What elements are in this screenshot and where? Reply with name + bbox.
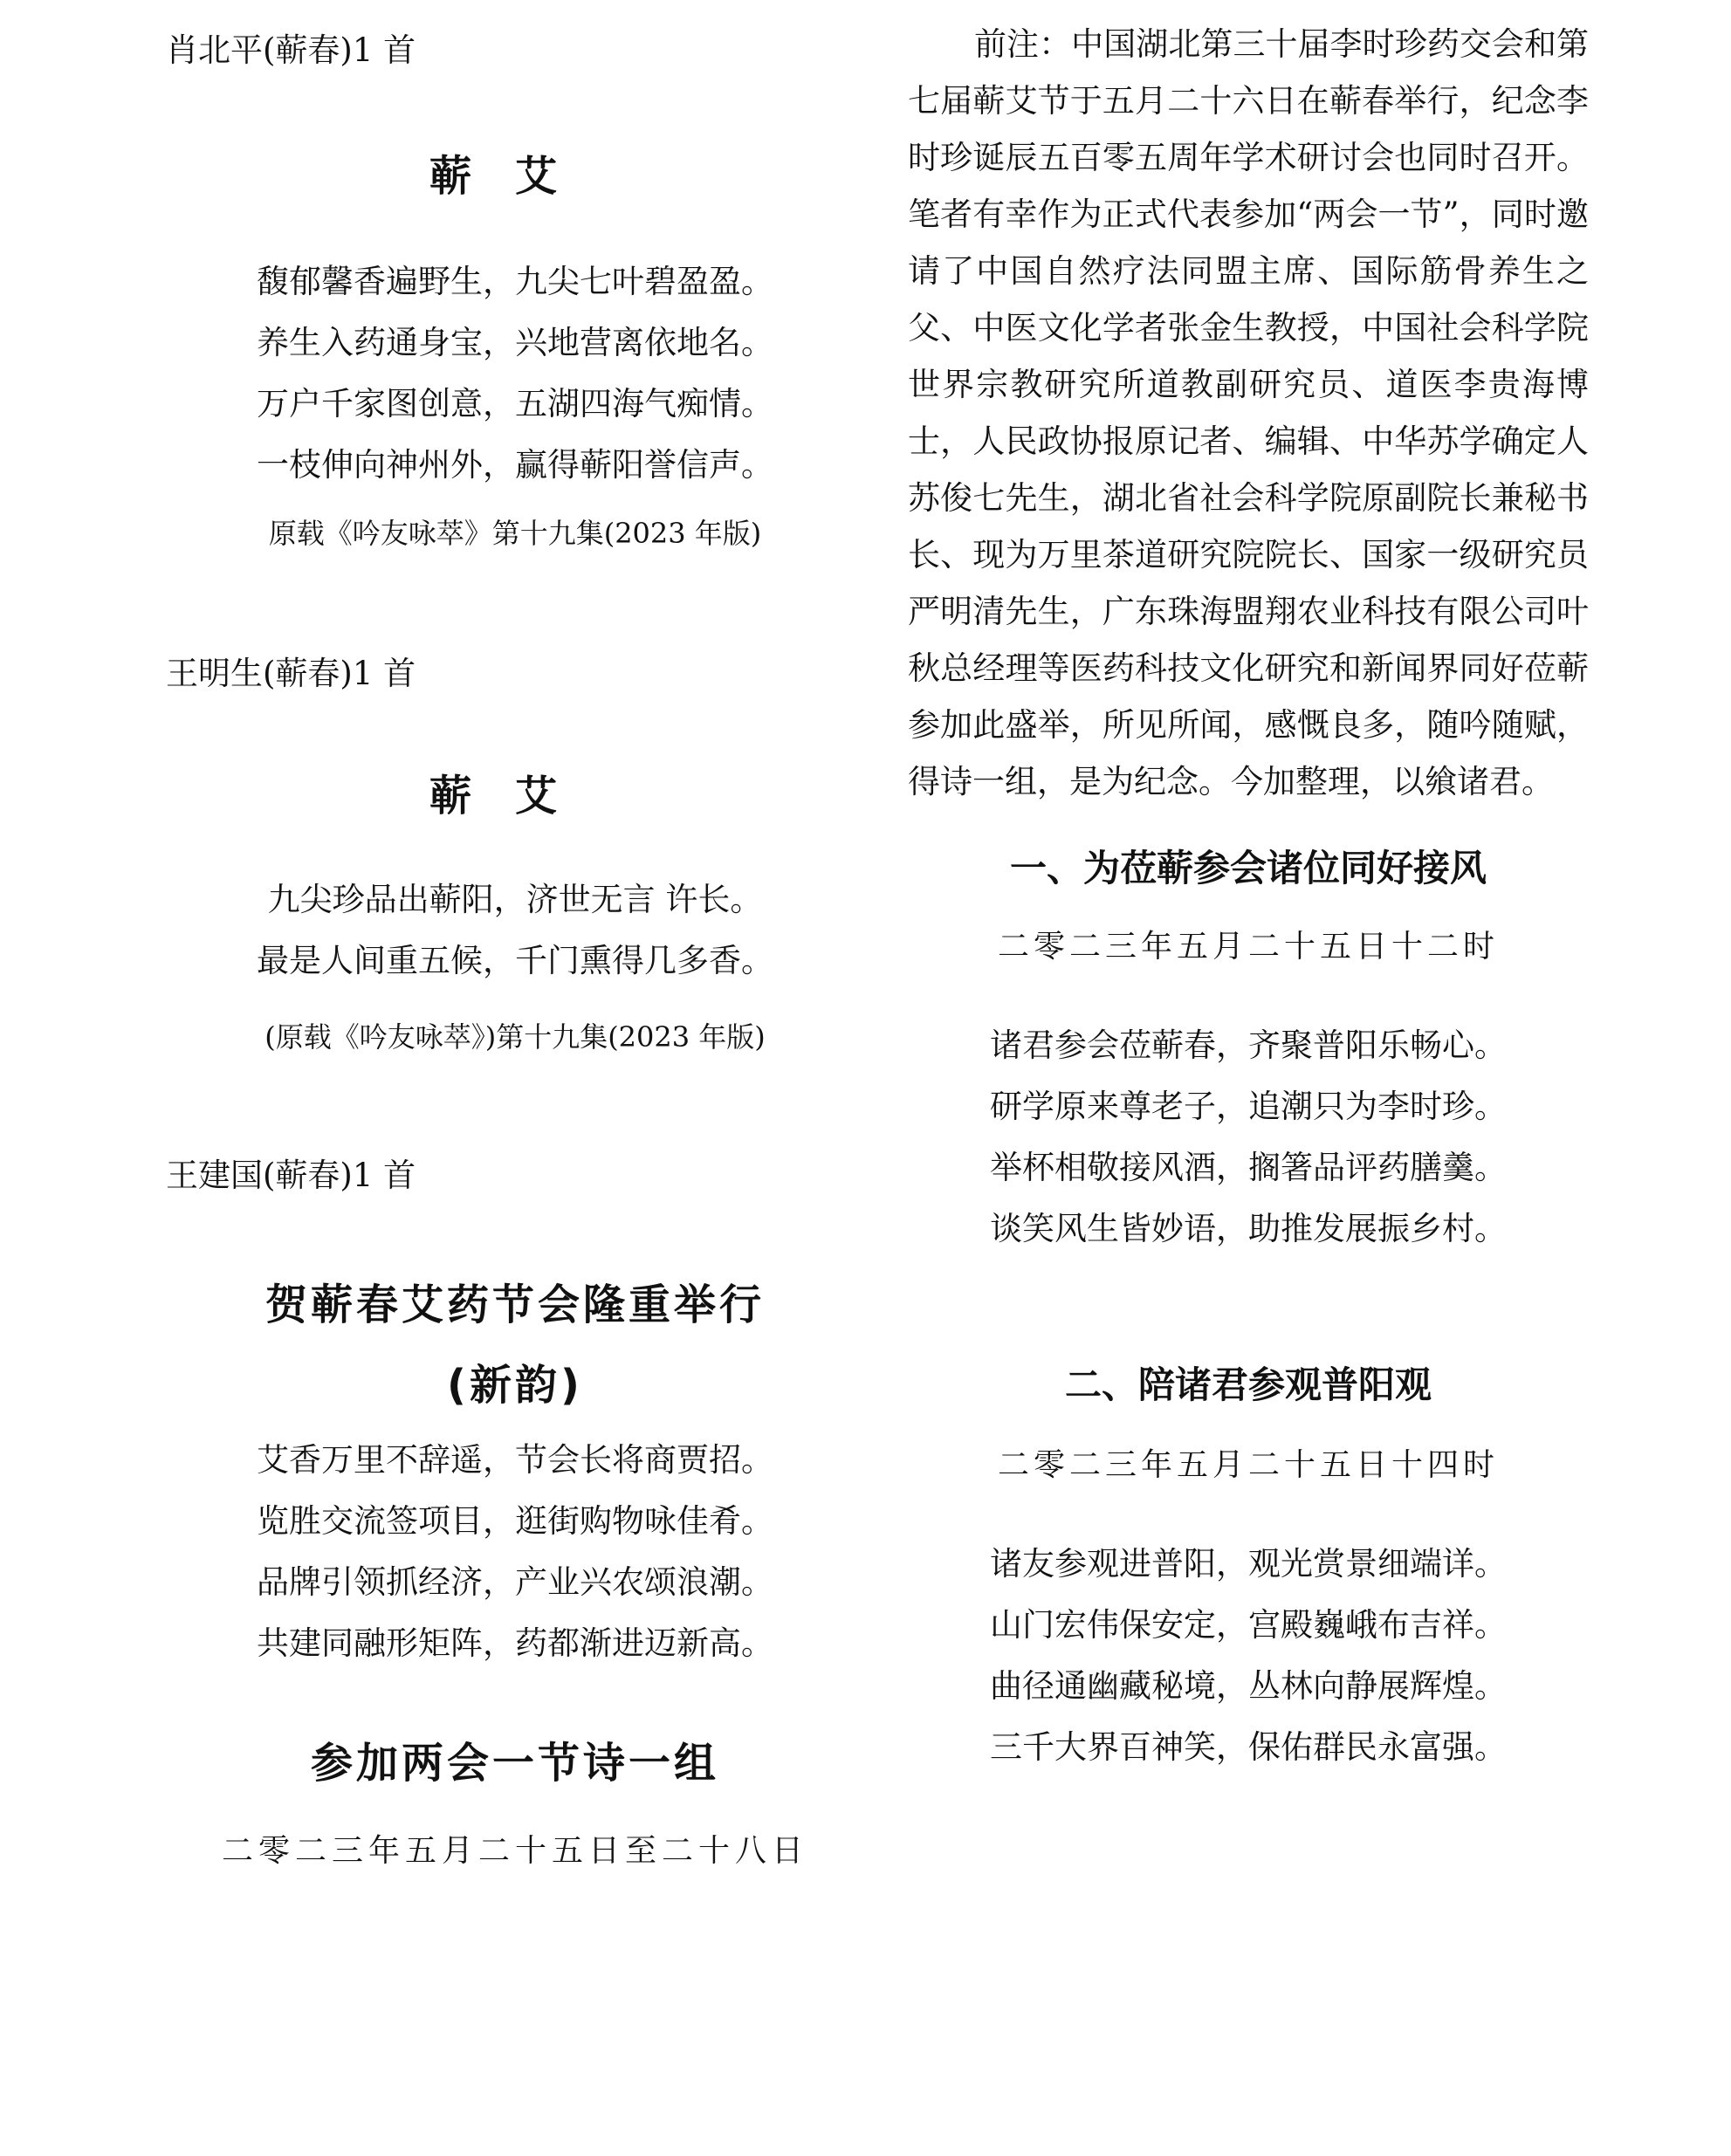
poem-line: 共建同融形矩阵，药都渐进迈新高。 — [257, 1624, 773, 1662]
poem-line: 山门宏伟保安定，宫殿巍峨布吉祥。 — [990, 1606, 1507, 1644]
poem-line: 研学原来尊老子，追潮只为李时珍。 — [990, 1088, 1507, 1125]
poem-line: 品牌引领抓经济，产业兴农颂浪潮。 — [257, 1563, 773, 1601]
section-date: 二零二三年五月二十五日十二时 — [997, 929, 1499, 965]
group-date: 二零二三年五月二十五日至二十八日 — [221, 1833, 808, 1869]
poem-line: 三千大界百神笑，保佑群民永富强。 — [990, 1728, 1507, 1766]
poem-subtitle: (新韵) — [447, 1361, 583, 1410]
poem-line: 馥郁馨香遍野生，九尖七叶碧盈盈。 — [257, 263, 773, 300]
group-title: 参加两会一节诗一组 — [310, 1739, 719, 1788]
poem-source: (原载《吟友咏萃》)第十九集(2023 年版) — [264, 1020, 766, 1054]
poem-title: 蕲艾 — [429, 772, 601, 821]
poem-line: 九尖珍品出蕲阳，济世无言 许长。 — [267, 881, 763, 918]
poem-body — [166, 869, 864, 992]
poem-title: 贺蕲春艾药节会隆重举行 — [264, 1281, 765, 1329]
poem-source: 原载《吟友咏萃》第十九集(2023 年版) — [268, 517, 762, 550]
poem-line: 养生入药通身宝，兴地营离依地名。 — [257, 324, 773, 361]
author-line: 肖北平(蕲春)1 首 — [166, 31, 416, 69]
poem-title: 蕲艾 — [429, 152, 601, 201]
poem-line: 艾香万里不辞遥，节会长将商贾招。 — [257, 1441, 773, 1479]
section-title: 一、为莅蕲参会诸位同好接风 — [1009, 847, 1487, 889]
author-line: 王明生(蕲春)1 首 — [166, 655, 416, 692]
poem-line: 曲径通幽藏秘境，丛林向静展辉煌。 — [990, 1667, 1507, 1705]
poem-body — [166, 1430, 864, 1674]
poem-line: 谈笑风生皆妙语，助推发展振乡村。 — [990, 1210, 1507, 1247]
section-title: 二、陪诸君参观普阳观 — [1064, 1363, 1432, 1406]
poem-line: 万户千家图创意，五湖四海气痴情。 — [257, 385, 773, 422]
author-line: 王建国(蕲春)1 首 — [166, 1157, 416, 1194]
poem-body — [908, 1015, 1589, 1260]
poem-body — [908, 1534, 1589, 1778]
poem-line: 最是人间重五候，千门熏得几多香。 — [257, 942, 773, 979]
section-date: 二零二三年五月二十五日十四时 — [997, 1447, 1499, 1483]
poem-line: 一枝伸向神州外，赢得蕲阳誉信声。 — [257, 446, 773, 484]
poem-line: 览胜交流签项目，逛街购物咏佳肴。 — [257, 1502, 773, 1540]
poem-line: 举杯相敬接风酒，搁箸品评药膳羹。 — [990, 1149, 1507, 1186]
preface-paragraph: 前注：中国湖北第三十届李时珍药交会和第七届蕲艾节于五月二十六日在蕲春举行，纪念李时珍诞辰五百零五周年学术研讨会也同时召开。笔者有幸作为正式代表参加“两会一节”，同时邀请了中国自然疗法同盟主席、国际筋骨养生之父、中医文化学者张金生教授，中国社会科学院世界宗教研究所道教副研究员、道医李贵海博士，人民政协报原记者、编辑、中华苏学确定人苏俊七先生，湖北省社会科学院原副院长兼秘书长、现为万里茶道研究院院长、国家一级研究员严明清先生，广东珠海盟翔农业科技有限公司叶秋总经理等医药科技文化研究和新闻界同好莅蕲参加此盛举，所见所闻，感慨良多，随吟随赋，得诗一组，是为纪念。今加整理，以飨诸君。 — [908, 25, 1589, 800]
poem-body — [166, 251, 864, 496]
poem-line: 诸友参观进普阳，观光赏景细端详。 — [990, 1545, 1507, 1583]
poem-line: 诸君参会莅蕲春，齐聚普阳乐畅心。 — [990, 1027, 1507, 1064]
